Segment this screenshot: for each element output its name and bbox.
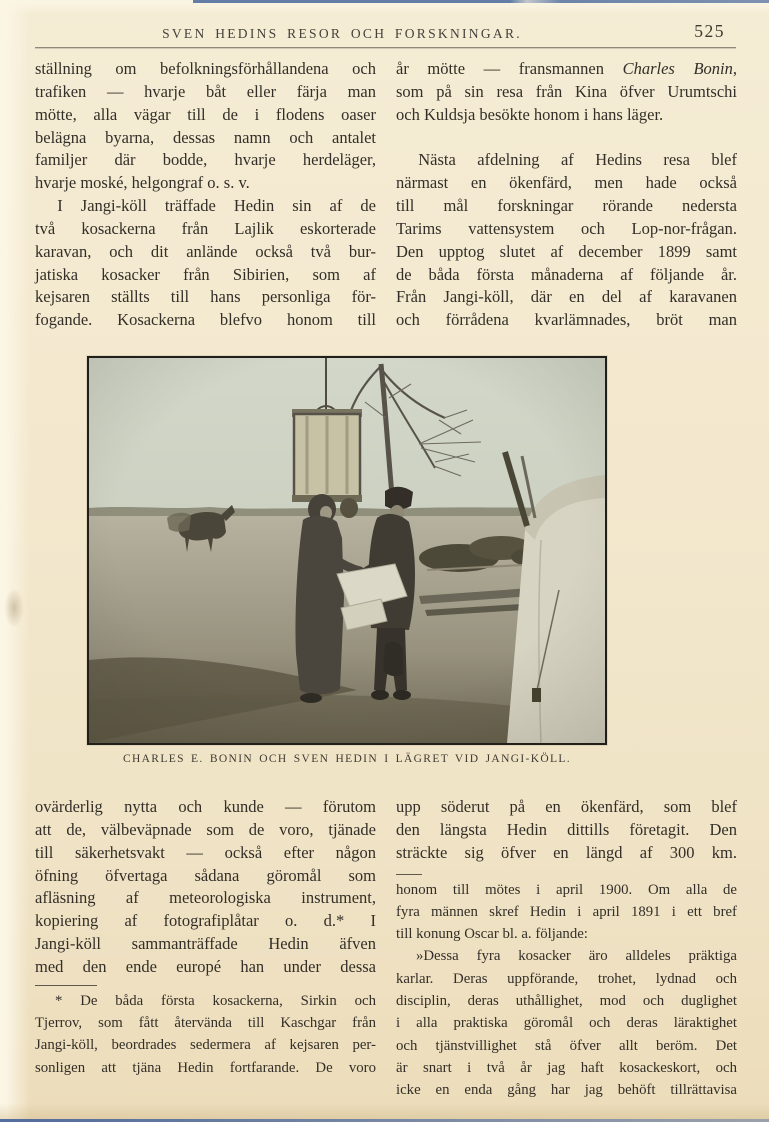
column-left-lower-text: ovärderlig nytta och kunde — förutom att de, välbeväpnade som de voro, tjänade till säkerhetsvakt — också efter någon öfning öfvertaga sådana göromål som afläsning af meteorologiska instrument, kopiering af fotografiplåtar o. d.* I Jangi-köll sammanträffade Hedin äfven med den ende europé han under dessa xyxy=(35,797,376,976)
footnote-rule-left xyxy=(35,985,97,986)
scan-edge-line-top xyxy=(193,0,769,3)
footnote-left-text: * De båda första kosackerna, Sirkin och Tjerrov, som fått återvända till Kaschgar från Jangi-köll, beordrades sedermera af kejsaren per- sonligen att tjäna Hedin fortfarande. De voro xyxy=(35,992,376,1076)
header-rule xyxy=(35,47,736,48)
figure-caption: CHARLES E. BONIN OCH SVEN HEDIN I LÄGRET VID JANGI-KÖLL. xyxy=(122,753,572,765)
scan-edge-shadow-bottom xyxy=(0,1103,769,1119)
column-left-upper-text: ställning om befolkningsförhållandena och trafiken — hvarje båt eller färja man mötte, alla vägar till de i flodens oaser belägna byarna, dessas namn och antalet familjer där bodde, hvarje herdeläger, hvarje moské, helgongraf o. s. v. I Jangi-köll träffade Hedin sin af de två kosackerna från Lajlik eskorterade karavan, och dit anlände också två bur- jatiska kosacker från Sibirien, som af kejsaren ställts till hans personliga för- fogande. Kosackerna blefvo honom till xyxy=(35,59,376,330)
column-right-upper-text: år mötte — fransmannen Charles Bonin, som på sin resa från Kina öfver Urumtschi och Kuldsja besökte honom i hans läger. Nästa afdelning af Hedins resa blef närmast en ökenfärd, men hade också till mål forskningar rörande nedersta Tarims vattensystem och Lop-nor-frågan. Den upptog slutet af december 1899 samt de båda första månaderna af följande år. Från Jangi-köll, där en del af karavanen och förrådena kvarlämnades, bröt man xyxy=(396,59,738,330)
column-right-lower xyxy=(396,796,737,1102)
photo-illustration xyxy=(89,358,605,743)
scan-edge-highlight-left xyxy=(0,0,30,1122)
running-header-title: SVEN HEDINS RESOR OCH FORSKNINGAR. xyxy=(162,26,522,41)
column-right-lower-text: upp söderut på en ökenfärd, som blef den längsta Hedin dittills företagit. Den sträckte sig öfver en längd af 300 km. xyxy=(396,797,737,862)
page-number: 525 xyxy=(694,21,725,41)
photo-vignette xyxy=(89,358,605,743)
footnote-rule-right xyxy=(396,874,422,875)
page-edge-smudge xyxy=(4,588,24,628)
footnote-right-text: honom till mötes i april 1900. Om alla de fyra männen skref Hedin i april 1891 i ett bref till konung Oscar bl. a. följande: »Dessa fyra kosacker äro alldeles präktiga karlar. Deras uppförande, trohet, lydnad och disciplin, deras uthållighet, mod och duglighet i alla praktiska göromål och deras läraktighet och tjänstvillighet stå öfver allt beröm. Det är snart i två år jag haft kosackeskort, och icke en enda gång har jag behöft tillrättavisa xyxy=(396,881,737,1099)
photograph-camp-scene xyxy=(87,356,607,745)
column-left-lower xyxy=(35,796,376,1079)
